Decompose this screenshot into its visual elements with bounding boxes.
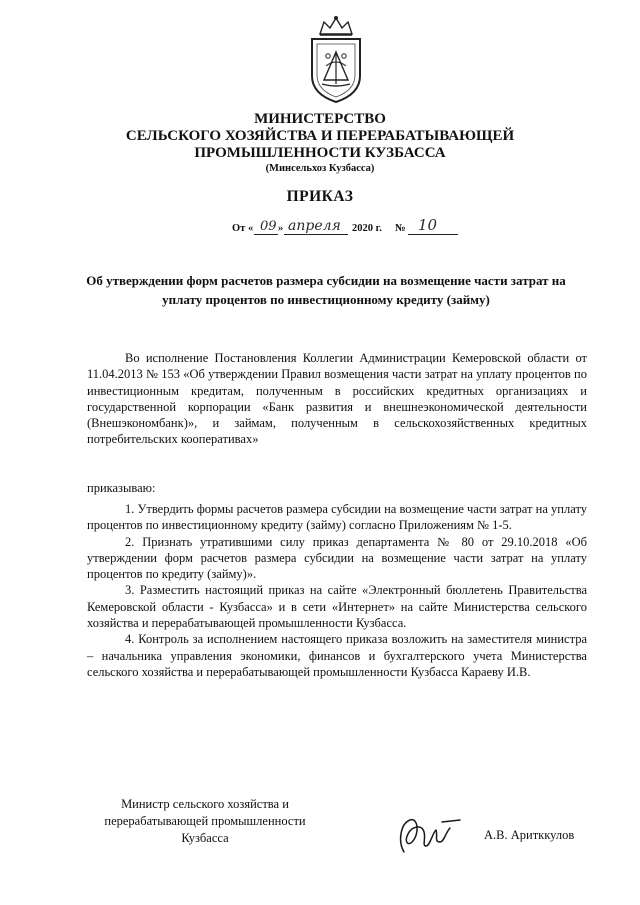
date-prefix: От « xyxy=(232,223,254,234)
order-item: 1. Утвердить формы расчетов размера субсидии на возмещение части затрат на уплату процентов по инвестиционному кредиту (займу) согласно Приложениям № 1-5. xyxy=(87,502,587,533)
ministry-line: ПРОМЫШЛЕННОСТИ КУЗБАССА xyxy=(194,145,446,161)
signatory-position-line: перерабатывающей промышленности xyxy=(104,814,306,828)
preamble-paragraph: Во исполнение Постановления Коллегии Администрации Кемеровской области от 11.04.2013 № 153 «Об утверждении Правил возмещения части затрат на уплату процентов по инвестиционным кредитам, полученным в российских кредитных организациях и государственной корпорации «Банк развития и внешнеэкономической деятельности (Внешэкономбанк)», и займам, полученным в сельскохозяйственных кредитных потребительских кооперативах» xyxy=(87,351,587,447)
order-day: 09 xyxy=(260,219,277,234)
month-underline xyxy=(284,234,348,235)
order-item: 3. Разместить настоящий приказ на сайте «Электронный бюллетень Правительства Кемеровской области - Кузбасса» и в сети «Интернет» на сайте Министерства сельского хозяйства и перерабатывающей промышленности Кузбасса. xyxy=(87,583,587,631)
signatory-position-line: Министр сельского хозяйства и xyxy=(121,797,289,811)
order-item: 2. Признать утратившими силу приказ департамента № 80 от 29.10.2018 «Об утверждении форм расчетов размера субсидии на возмещение части затрат на уплату процентов по кредиту (займу)». xyxy=(87,534,587,582)
order-month: апреля xyxy=(288,218,341,234)
order-subject: Об утверждении форм расчетов размера субсидии на возмещение части затрат на уплату процентов по инвестиционному кредиту (займу) xyxy=(86,273,566,307)
order-date-line: От « 09 » апреля 2020 г. № 10 xyxy=(232,217,472,237)
order-number: 10 xyxy=(418,216,438,234)
order-item: 4. Контроль за исполнением настоящего приказа возложить на заместителя министра – начальника управления экономики, финансов и бухгалтерского учета Министерства сельского хозяйства и перерабатывающей промышленности Кузбасса Караеву И.В. xyxy=(87,632,587,679)
signatory-name: А.В. Аритккулов xyxy=(484,828,575,842)
order-items xyxy=(87,501,587,680)
kuzbass-coat-of-arms-icon xyxy=(302,14,370,106)
ministry-name xyxy=(0,111,640,162)
number-underline xyxy=(408,234,458,235)
order-title: ПРИКАЗ xyxy=(286,188,354,205)
decree-word: приказываю: xyxy=(87,481,156,495)
order-year: 2020 г. xyxy=(352,223,382,234)
handwritten-signature xyxy=(396,812,464,858)
ministry-line: МИНИСТЕРСТВО xyxy=(254,111,386,127)
signatory-position-line: Кузбасса xyxy=(181,831,229,845)
day-underline xyxy=(254,234,278,235)
signatory-position xyxy=(85,796,325,847)
order-number-label: № xyxy=(395,223,406,234)
ministry-short-name: (Минсельхоз Кузбасса) xyxy=(265,163,375,174)
ministry-line: СЕЛЬСКОГО ХОЗЯЙСТВА И ПЕРЕРАБАТЫВАЮЩЕЙ xyxy=(125,128,515,144)
